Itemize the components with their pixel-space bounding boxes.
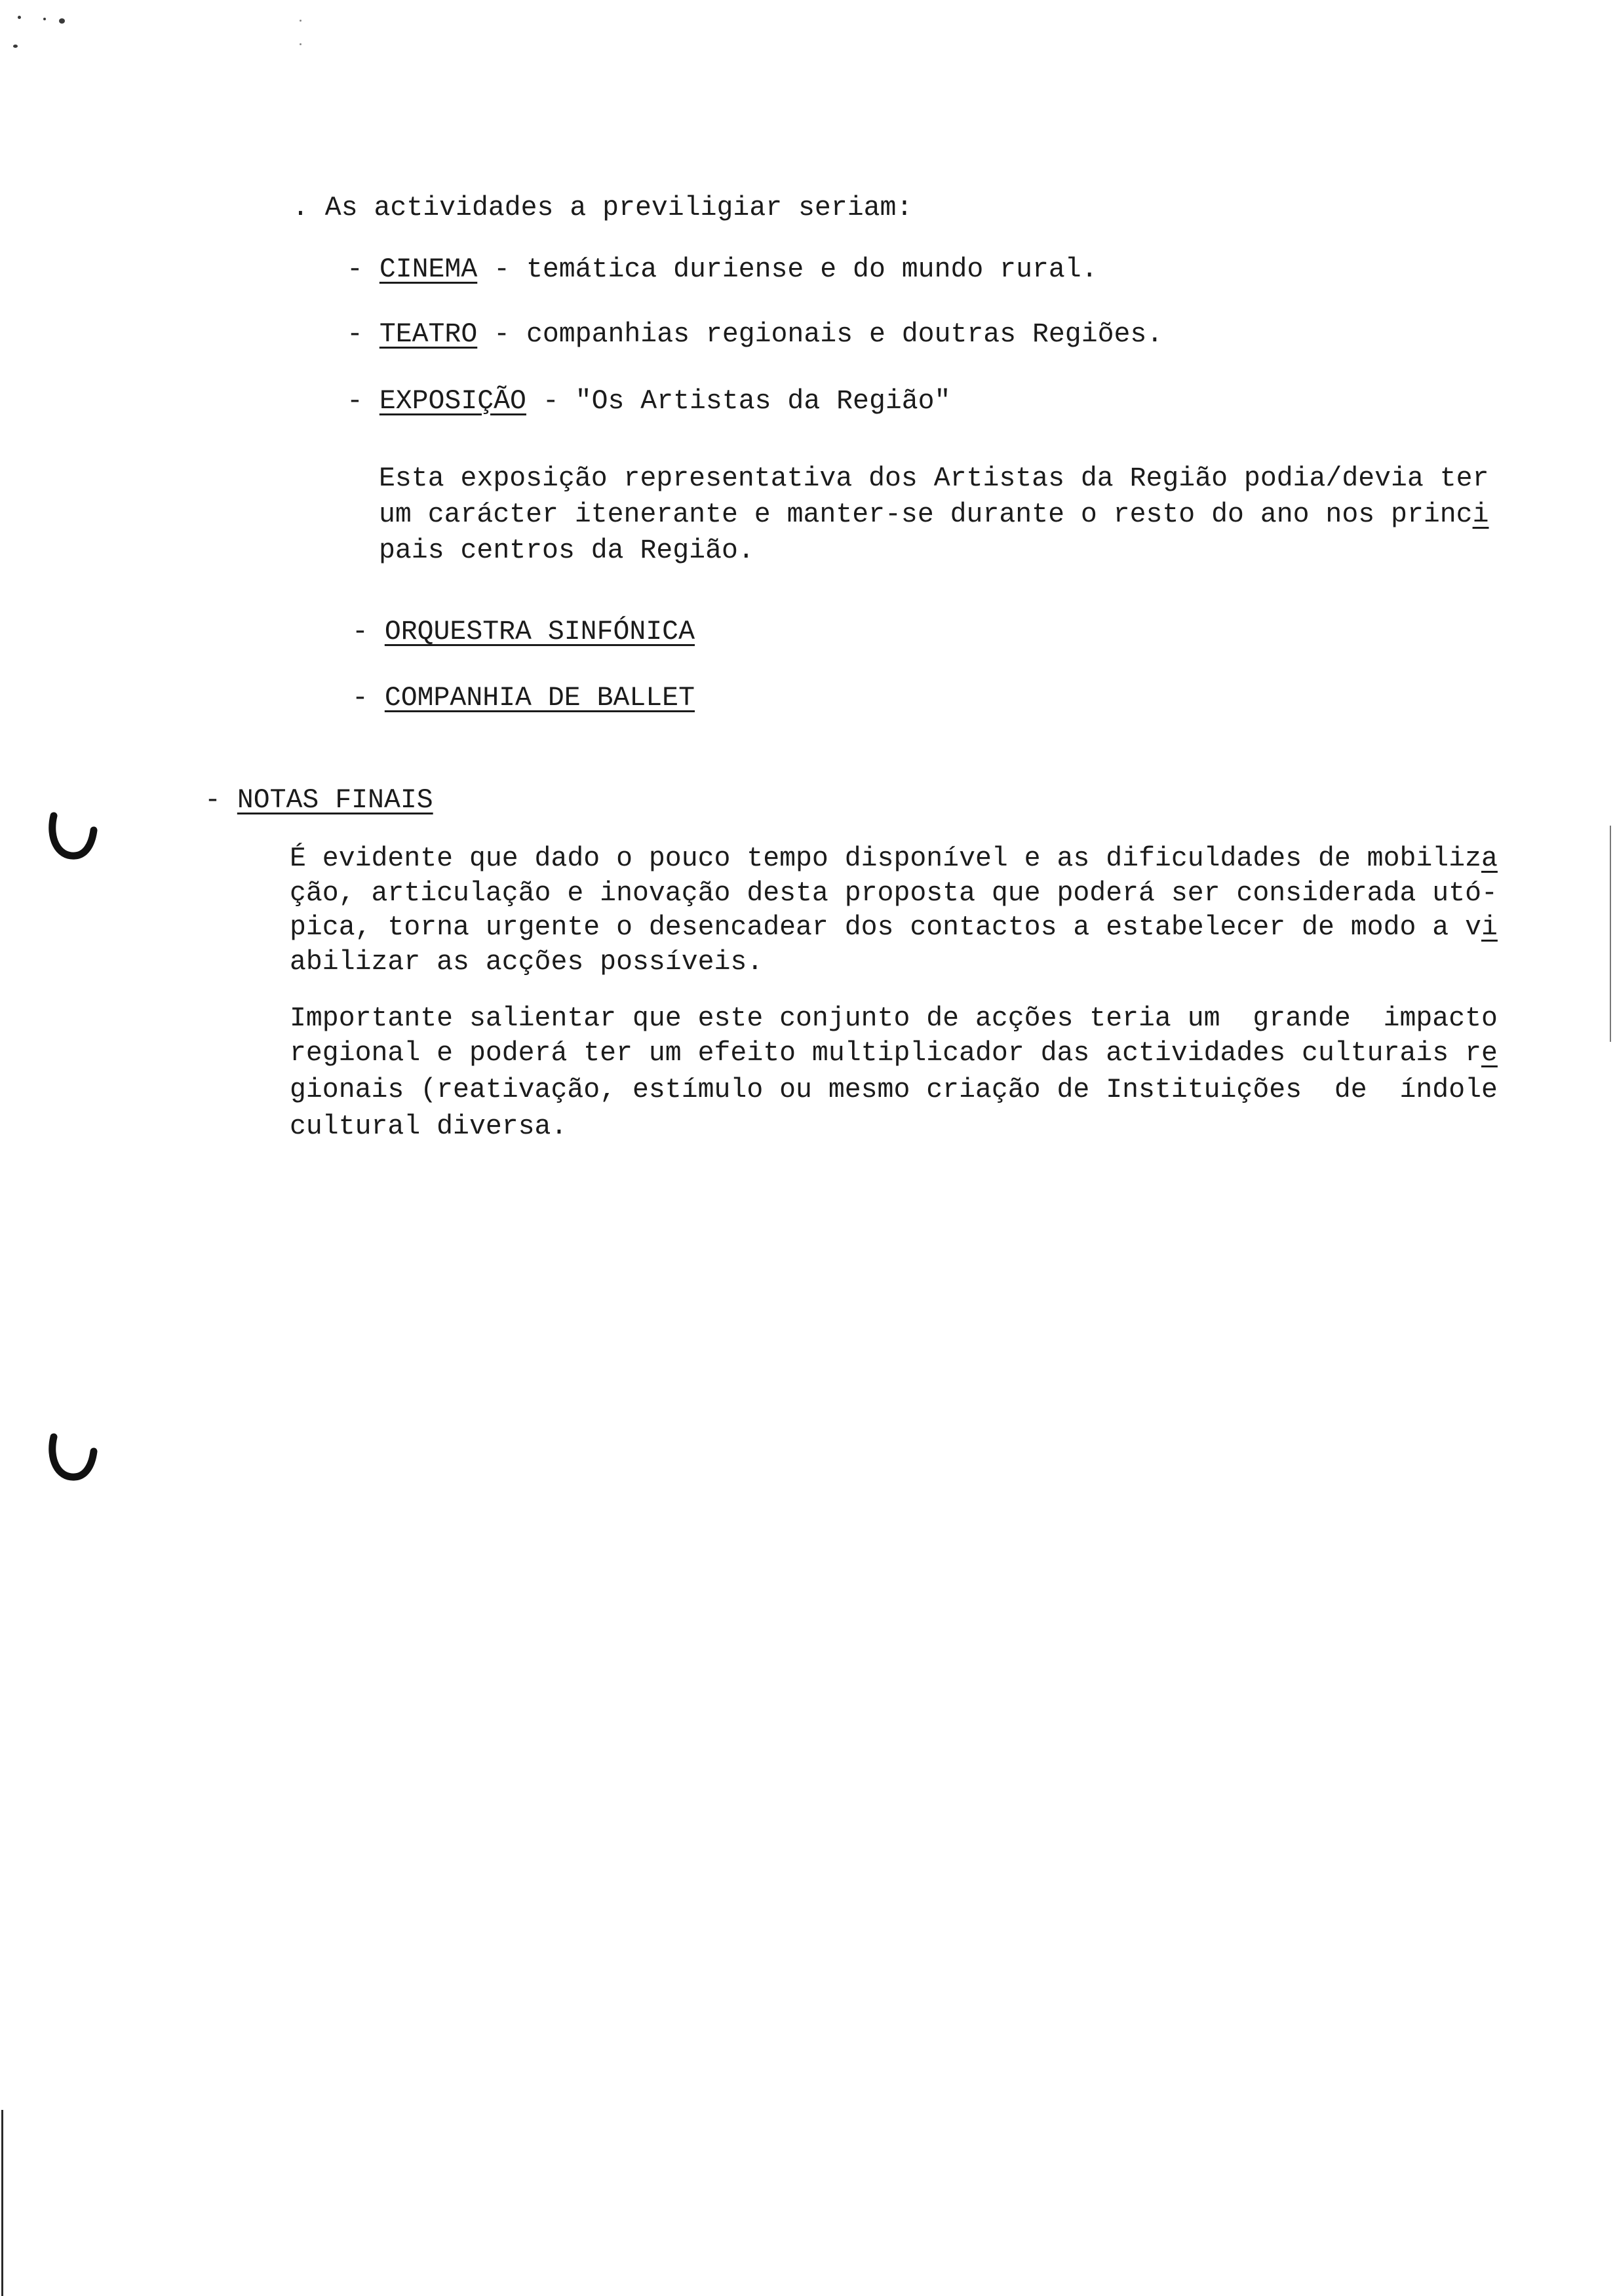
activity-description: temática duriense e do mundo rural. [526, 254, 1098, 285]
section-title: NOTAS FINAIS [237, 785, 433, 816]
scan-speck [18, 16, 21, 19]
line-continuation-mark: a [1481, 843, 1498, 874]
left-page-edge [1, 2110, 3, 2296]
notes-paragraph-2-line [290, 1111, 567, 1143]
list-marker: - [352, 683, 368, 714]
binder-hole-mark [46, 1432, 101, 1483]
notes-paragraph-1-line [290, 947, 763, 978]
section-marker: - [204, 785, 221, 816]
line-text: pica, torna urgente o desencadear dos contactos a estabelecer de modo a v [290, 912, 1481, 943]
exposition-note-line [379, 535, 754, 567]
line-text: abilizar as acções possíveis. [290, 947, 764, 978]
line-text: um carácter itenerante e manter-se durante o resto do ano nos princ [379, 499, 1473, 530]
line-continuation-mark: i [1481, 912, 1498, 943]
line-continuation-mark: i [1472, 499, 1489, 530]
list-marker: - [347, 254, 363, 285]
activity-orquestra [352, 617, 695, 648]
list-marker: - [347, 319, 363, 350]
line-text: cultural diversa. [290, 1111, 568, 1142]
scan-speck [13, 45, 18, 48]
activity-title: ORQUESTRA SINFÓNICA [384, 617, 695, 647]
section-heading-notas-finais [204, 785, 433, 816]
title-separator: - [494, 319, 511, 350]
scan-speck [59, 18, 65, 24]
line-text: gionais (reativação, estímulo ou mesmo criação de Instituições de índole [290, 1075, 1498, 1105]
line-text: pais centros da Região. [379, 535, 754, 566]
right-page-edge [1610, 826, 1611, 1042]
notes-paragraph-1-line [290, 912, 1498, 944]
exposition-note-line [379, 463, 1489, 495]
notes-paragraph-2-line [290, 1075, 1498, 1106]
line-text: regional e poderá ter um efeito multiplicador das actividades culturais r [290, 1038, 1481, 1069]
title-separator: - [494, 254, 511, 285]
line-continuation-mark: e [1481, 1038, 1498, 1069]
notes-paragraph-2-line [290, 1003, 1498, 1035]
activity-title: CINEMA [379, 254, 478, 285]
binder-hole-mark [46, 811, 101, 862]
notes-paragraph-1-line [290, 878, 1498, 909]
activity-title: TEATRO [379, 319, 478, 350]
line-text: ção, articulação e inovação desta proposta que poderá ser considerada utó- [290, 878, 1498, 909]
list-marker: - [347, 386, 363, 417]
line-text: Importante salientar que este conjunto de acções teria um grande impacto [290, 1003, 1498, 1034]
title-separator: - [542, 386, 559, 417]
activity-cinema [347, 254, 1098, 286]
scan-speck [43, 18, 46, 20]
activity-description: companhias regionais e doutras Regiões. [526, 319, 1163, 350]
line-text: Esta exposição representativa dos Artistas da Região podia/devia ter [379, 463, 1489, 494]
activity-ballet [352, 683, 695, 714]
exposition-note-line [379, 499, 1489, 531]
line-text: É evidente que dado o pouco tempo disponível e as dificuldades de mobiliz [290, 843, 1481, 874]
list-marker: - [352, 617, 368, 647]
activity-title: EXPOSIÇÃO [379, 386, 526, 417]
activity-title: COMPANHIA DE BALLET [384, 683, 695, 714]
activity-description: "Os Artistas da Região" [575, 386, 951, 417]
activity-teatro [347, 319, 1163, 351]
scan-speck [300, 43, 302, 45]
activity-exposicao [347, 386, 950, 417]
list-intro: . As actividades a previligiar seriam: [292, 193, 913, 223]
scan-speck [300, 20, 302, 22]
notes-paragraph-2-line [290, 1038, 1498, 1069]
notes-paragraph-1-line [290, 843, 1498, 875]
